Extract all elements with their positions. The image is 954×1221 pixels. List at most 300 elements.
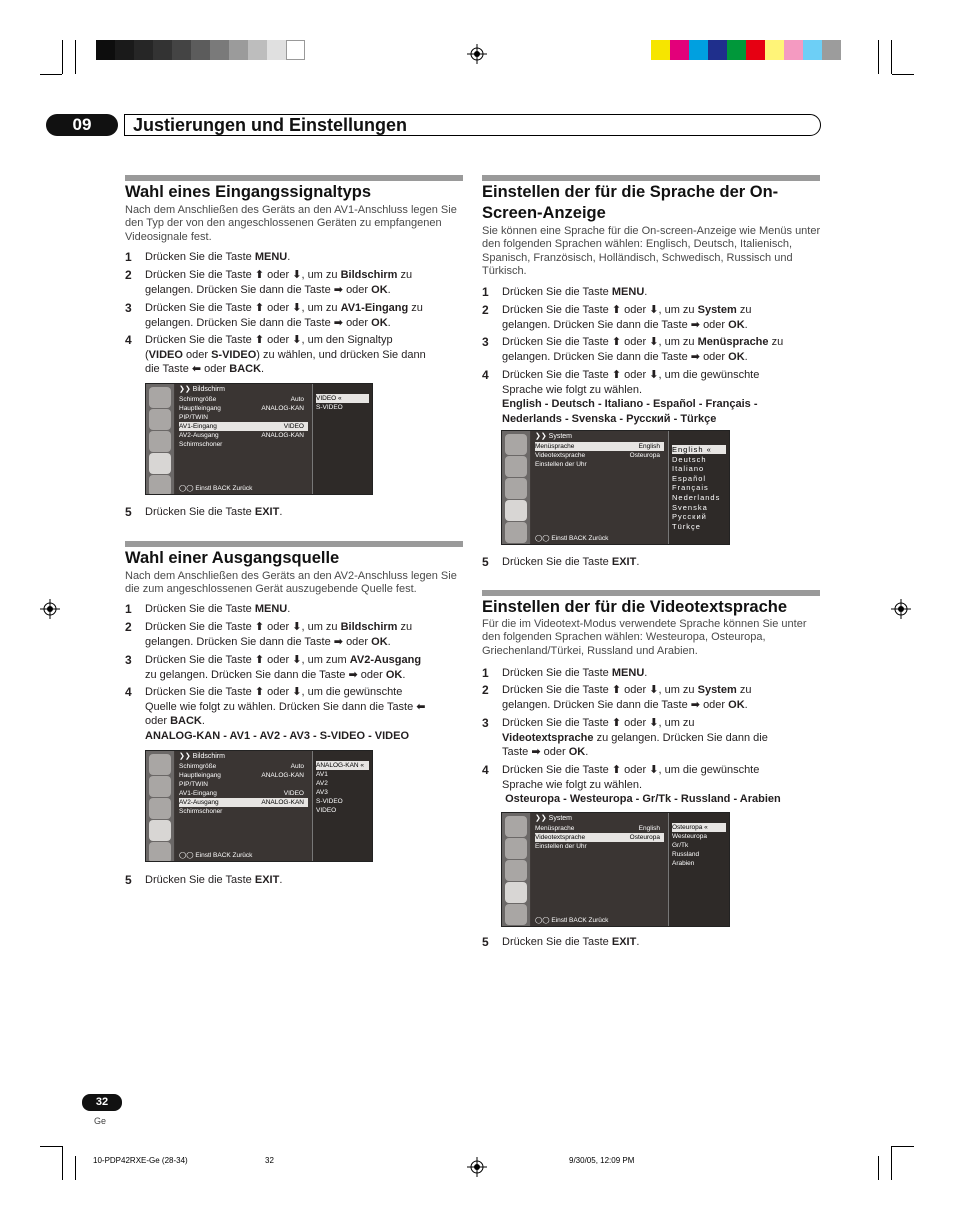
arrow-up-icon: ⬆: [254, 302, 265, 314]
step-text: zu: [739, 684, 752, 696]
osd-menu-row: [179, 807, 308, 816]
step-text: , um zu: [301, 621, 338, 633]
sound-icon: [505, 478, 527, 499]
step-text: Drücken Sie die Taste: [502, 667, 609, 679]
osd-menu-header: ❯❯ Bildschirm: [179, 386, 225, 393]
section-rule: [125, 541, 463, 547]
osd-screenshot-bildschirm: [145, 750, 373, 862]
osd-menu-panel: [531, 813, 668, 926]
osd-option: AV3: [316, 789, 328, 796]
chapter-number-badge: 09: [46, 114, 118, 136]
key-label: OK: [385, 668, 403, 681]
step-text: zu gelangen. Drücken Sie dann die: [596, 731, 768, 744]
arrow-down-icon: ⬇: [649, 336, 659, 348]
osd-menu-panel: [175, 384, 312, 494]
gray-swatch: [96, 40, 115, 60]
section-intro: Nach dem Anschließen des Geräts an den AV2-Anschluss legen Sie die zum angeschlossenen Gerät auszugebende Quelle fest.: [125, 570, 457, 596]
arrow-left-icon: ⬅: [416, 700, 426, 713]
osd-menu-header: ❯❯ System: [535, 433, 573, 440]
step-text: oder: [346, 283, 369, 296]
osd-menu-panel: [175, 751, 312, 861]
arrow-up-icon: ⬆: [611, 684, 622, 696]
osd-row-value: Osteuropa: [629, 834, 660, 841]
osd-menu-row: [179, 404, 308, 413]
crop-mark: [891, 40, 892, 74]
step-text: Drücken Sie die Taste: [502, 369, 609, 381]
osd-menu-row: [179, 780, 308, 789]
step-text: , um zu: [301, 269, 338, 281]
crop-mark: [892, 1146, 914, 1147]
osd-row-value: ANALOG-KAN: [261, 799, 304, 806]
step-number: 3: [482, 335, 489, 349]
step-text: oder: [145, 715, 168, 728]
section-title: Wahl einer Ausgangsquelle: [125, 549, 340, 567]
page-language: Ge: [94, 1116, 107, 1126]
color-swatch: [689, 40, 708, 60]
step-text: gelangen. Drücken Sie dann die Taste: [502, 350, 688, 363]
arrow-down-icon: ⬇: [649, 304, 659, 316]
arrow-down-icon: ⬇: [292, 686, 302, 698]
step-text: oder: [185, 348, 208, 361]
step-number: 2: [125, 620, 132, 634]
osd-menu-header: ❯❯ System: [535, 815, 573, 822]
osd-menu-row: [179, 395, 308, 404]
step-text: , um zum: [301, 654, 347, 666]
step-number: 1: [482, 666, 489, 680]
key-label: OK: [728, 350, 745, 363]
menu-label: AV1-Eingang: [340, 302, 409, 314]
color-swatch: [822, 40, 841, 60]
osd-menu-row: [179, 431, 308, 440]
osd-menu-row: [535, 824, 664, 833]
osd-menu-row: [179, 762, 308, 771]
arrow-down-icon: ⬇: [649, 764, 659, 776]
color-swatch: [784, 40, 803, 60]
arrow-up-icon: ⬆: [254, 654, 265, 666]
step-text: , um zu: [658, 684, 695, 696]
option-list: ANALOG-KAN - AV1 - AV2 - AV3 - S-VIDEO - VIDEO: [145, 729, 410, 742]
registration-mark-icon: [467, 44, 487, 64]
footer-page: 32: [265, 1156, 274, 1165]
key-label: EXIT: [611, 936, 637, 948]
arrow-down-icon: ⬇: [649, 717, 659, 729]
step-number: 4: [482, 763, 489, 777]
osd-icon-column: [146, 751, 174, 861]
osd-option: Arabien: [672, 860, 695, 867]
arrow-up-icon: ⬆: [611, 304, 622, 316]
arrow-right-icon: ➡: [333, 316, 343, 329]
menu-label: Bildschirm: [340, 621, 398, 633]
osd-option: ANALOG-KAN «: [316, 761, 369, 770]
arrow-right-icon: ➡: [333, 635, 343, 648]
step-text: Drücken Sie die Taste: [145, 686, 252, 698]
chapter-title: Justierungen und Einstellungen: [133, 115, 408, 135]
option-list: Nederlands - Svenska - Русский - Türkçe: [502, 412, 717, 425]
step-text: zu: [400, 621, 413, 633]
key-label: OK: [728, 318, 745, 331]
crop-mark: [878, 40, 879, 74]
step-text: oder: [624, 336, 647, 348]
step-text: Drücken Sie die Taste: [502, 304, 609, 316]
step-text: , um zu: [658, 717, 695, 729]
key-label: BACK: [170, 715, 202, 728]
sound-icon: [149, 431, 171, 452]
arrow-down-icon: ⬇: [649, 369, 659, 381]
crop-mark: [40, 1146, 62, 1147]
option-icon: [505, 904, 527, 925]
arrow-left-icon: ⬅: [191, 363, 202, 376]
color-swatch: [727, 40, 746, 60]
step-number: 2: [482, 683, 489, 697]
menu-label: Menüsprache: [697, 336, 769, 348]
step-text: .: [287, 251, 291, 263]
step-text: Drücken Sie die Taste: [502, 764, 609, 776]
osd-row-label: AV1-Eingang: [179, 790, 217, 797]
picture-icon: [149, 776, 171, 797]
step-number: 2: [125, 268, 132, 282]
osd-row-label: Schirmschoner: [179, 808, 223, 815]
gray-swatch: [191, 40, 210, 60]
osd-option: S-VIDEO: [316, 798, 343, 805]
registration-mark-icon: [467, 1157, 487, 1177]
section-title: [482, 182, 822, 224]
osd-row-label: Menüsprache: [535, 443, 575, 450]
step-text: Quelle wie folgt zu wählen. Drücken Sie dann die Taste: [145, 700, 414, 713]
osd-option: Osteuropa «: [672, 823, 726, 832]
step-number: 4: [125, 333, 132, 347]
osd-menu-row: [535, 842, 664, 851]
step-text: zu: [739, 304, 752, 316]
osd-row-label: Videotextsprache: [535, 834, 586, 841]
gray-swatch: [172, 40, 191, 60]
step-text: die Taste: [145, 363, 189, 376]
crop-mark: [878, 1156, 879, 1180]
step-text: Drücken Sie die Taste: [502, 936, 609, 948]
arrow-up-icon: ⬆: [254, 621, 265, 633]
section-title-line: Einstellen der für die Sprache der On-: [482, 183, 779, 201]
setup-icon: [149, 754, 171, 775]
key-label: MENU: [611, 286, 645, 298]
osd-option: Türkçe: [672, 521, 701, 531]
step-text: oder: [624, 717, 647, 729]
section-title: Einstellen der für die Videotextsprache: [482, 598, 788, 616]
color-swatch: [746, 40, 765, 60]
osd-footer: ◯◯ Einstl BACK Zurück: [179, 485, 253, 492]
osd-row-value: VIDEO: [283, 790, 304, 797]
step-text: oder: [267, 334, 290, 346]
step-text: Drücken Sie die Taste: [145, 506, 255, 518]
menu-label: Bildschirm: [340, 269, 398, 281]
gray-swatch: [210, 40, 229, 60]
color-swatch: [765, 40, 784, 60]
step-text: , um zu: [301, 302, 338, 314]
osd-row-label: Videotextsprache: [535, 452, 586, 459]
footer-date: 9/30/05, 12:09 PM: [569, 1156, 635, 1165]
crop-mark: [75, 1156, 76, 1180]
step-text: , um die gewünschte: [658, 369, 760, 381]
section-intro: Für die im Videotext-Modus verwendete Sprache können Sie unter den folgenden Sprachen wählen: Westeuropa, Osteuropa, Griechenland/Türkei, Russland und Arabien.: [482, 618, 807, 657]
osd-option: Westeuropa: [672, 833, 707, 840]
step-text: Drücken Sie die Taste: [502, 336, 609, 348]
step-number: 5: [482, 555, 489, 569]
color-swatch: [708, 40, 727, 60]
step-text: Drücken Sie die Taste: [145, 603, 255, 615]
osd-row-value: Auto: [290, 396, 304, 403]
screen-icon: [149, 820, 171, 841]
registration-mark-icon: [40, 599, 60, 619]
step-text: , um den Signaltyp: [301, 334, 393, 346]
step-text: oder: [703, 318, 726, 331]
step-number: 5: [125, 505, 132, 519]
registration-mark-icon: [891, 599, 911, 619]
step-text: , um die gewünschte: [658, 764, 760, 776]
section-intro: Nach dem Anschließen des Geräts an den AV1-Anschluss legen Sie den Typ der von den angeschlossenen Geräten zu empfangenen Videosignale fest.: [125, 204, 457, 243]
step-text: Drücken Sie die Taste: [145, 269, 255, 281]
step-text: gelangen. Drücken Sie dann die Taste: [145, 283, 331, 296]
step-text: oder: [624, 764, 647, 776]
arrow-down-icon: ⬇: [649, 684, 659, 696]
option-list: English - Deutsch - Italiano - Español - Français -: [502, 398, 758, 411]
osd-row-value: Osteuropa: [629, 452, 660, 459]
gray-swatch: [115, 40, 134, 60]
option-label: VIDEO: [148, 348, 183, 361]
osd-screenshot-system: [501, 430, 730, 545]
picture-icon: [505, 838, 527, 859]
section-rule: [125, 175, 463, 181]
key-label: OK: [728, 698, 745, 711]
key-label: OK: [371, 316, 388, 329]
key-label: OK: [371, 635, 388, 648]
osd-row-label: Einstellen der Uhr: [535, 461, 587, 468]
osd-menu-panel: [531, 431, 668, 544]
osd-menu-row: [535, 451, 664, 460]
osd-option: English «: [672, 445, 726, 454]
osd-icon-column: [146, 384, 174, 494]
osd-menu-row: [179, 422, 308, 431]
setup-icon: [505, 816, 527, 837]
step-number: 5: [482, 935, 489, 949]
step-text: ) zu wählen, und drücken Sie dann: [256, 348, 426, 361]
menu-label: System: [697, 304, 737, 316]
crop-mark: [891, 1146, 892, 1180]
step-number: 3: [125, 653, 132, 667]
osd-option: Deutsch: [672, 454, 707, 464]
step-number: 1: [482, 285, 489, 299]
step-text: Sprache wie folgt zu wählen.: [502, 383, 643, 396]
osd-option: VIDEO: [316, 807, 337, 814]
page-number: 32: [95, 1096, 109, 1108]
step-text: Drücken Sie die Taste: [502, 684, 609, 696]
color-swatch: [670, 40, 689, 60]
osd-footer: ◯◯ Einstl BACK Zurück: [535, 535, 609, 542]
arrow-right-icon: ➡: [348, 668, 358, 681]
option-icon: [149, 842, 171, 862]
arrow-down-icon: ⬇: [292, 334, 302, 346]
osd-option: S-VIDEO: [316, 404, 343, 411]
key-label: MENU: [254, 603, 288, 615]
step-text: Taste: [502, 746, 529, 759]
crop-mark: [62, 40, 63, 74]
osd-menu-row: [179, 440, 308, 449]
step-text: oder: [624, 684, 647, 696]
step-text: Drücken Sie die Taste: [502, 286, 609, 298]
setup-icon: [505, 434, 527, 455]
gray-swatch: [229, 40, 248, 60]
osd-menu-row: [179, 771, 308, 780]
osd-option: VIDEO «: [316, 394, 369, 403]
arrow-up-icon: ⬆: [611, 369, 622, 381]
crop-mark: [892, 74, 914, 75]
osd-menu-row: [179, 413, 308, 422]
color-swatch: [651, 40, 670, 60]
key-label: EXIT: [254, 874, 280, 886]
osd-options-panel: [668, 431, 729, 544]
step-text: oder: [267, 654, 290, 666]
key-label: BACK: [229, 363, 262, 376]
gray-swatch: [267, 40, 286, 60]
osd-menu-row: [179, 789, 308, 798]
osd-option: Nederlands: [672, 493, 721, 502]
osd-row-value: English: [638, 443, 660, 450]
step-text: zu gelangen. Drücken Sie dann die Taste: [145, 668, 346, 681]
step-text: oder: [267, 302, 290, 314]
osd-row-label: Einstellen der Uhr: [535, 843, 587, 850]
osd-row-label: AV1-Eingang: [179, 423, 217, 430]
gray-swatch: [248, 40, 267, 60]
section-title: Wahl eines Eingangssignaltyps: [125, 183, 372, 201]
step-text: oder: [346, 316, 369, 329]
arrow-right-icon: ➡: [690, 350, 700, 363]
step-text: , um zu: [658, 336, 695, 348]
arrow-up-icon: ⬆: [611, 336, 622, 348]
step-text: oder: [624, 369, 647, 381]
step-text: zu: [771, 336, 784, 348]
arrow-up-icon: ⬆: [254, 334, 265, 346]
osd-options-panel: [312, 384, 372, 494]
osd-option: AV2: [316, 780, 328, 787]
option-icon: [149, 475, 171, 495]
step-text: oder: [267, 269, 290, 281]
option-label: S-VIDEO: [211, 348, 257, 361]
osd-row-value: VIDEO: [283, 423, 304, 430]
step-text: .: [279, 506, 283, 518]
osd-footer: ◯◯ Einstl BACK Zurück: [179, 852, 253, 859]
step-number: 5: [125, 873, 132, 887]
footer-file: 10-PDP42RXE-Ge (28-34): [93, 1156, 188, 1165]
step-text: gelangen. Drücken Sie dann die Taste: [502, 318, 688, 331]
step-text: , um zu: [658, 304, 695, 316]
arrow-right-icon: ➡: [333, 283, 343, 296]
arrow-up-icon: ⬆: [611, 717, 622, 729]
osd-row-label: AV2-Ausgang: [179, 799, 219, 806]
step-text: , um die gewünschte: [301, 686, 403, 698]
step-text: zu: [411, 302, 423, 314]
step-text: oder: [360, 668, 383, 681]
osd-option: Français: [672, 483, 709, 493]
menu-label: System: [697, 684, 737, 696]
crop-mark: [40, 74, 62, 75]
step-number: 1: [125, 250, 132, 264]
step-text: oder: [703, 698, 726, 711]
step-text: Drücken Sie die Taste: [145, 334, 252, 346]
step-text: oder: [703, 350, 726, 363]
step-text: Drücken Sie die Taste: [502, 556, 609, 568]
osd-option: Italiano: [672, 464, 705, 474]
key-label: EXIT: [254, 506, 280, 518]
section-rule: [482, 175, 820, 181]
osd-menu-row: [535, 460, 664, 469]
step-number: 2: [482, 303, 489, 317]
menu-label: Videotextsprache: [502, 731, 594, 744]
step-number: 1: [125, 602, 132, 616]
osd-row-label: AV2-Ausgang: [179, 432, 219, 439]
osd-screenshot-system: [501, 812, 730, 927]
osd-option: Gr/Tk: [672, 842, 689, 849]
step-text: oder: [267, 686, 290, 698]
step-text: Drücken Sie die Taste: [145, 654, 252, 666]
step-text: Sprache wie folgt zu wählen.: [502, 778, 643, 791]
option-icon: [505, 522, 527, 543]
gray-swatch: [286, 40, 305, 60]
crop-mark: [75, 40, 76, 74]
arrow-up-icon: ⬆: [254, 686, 265, 698]
step-text: gelangen. Drücken Sie dann die Taste: [145, 316, 331, 329]
osd-option: Russland: [672, 851, 700, 858]
key-label: EXIT: [611, 556, 637, 568]
osd-row-label: PIP/TWIN: [179, 414, 208, 421]
gray-swatch: [153, 40, 172, 60]
osd-menu-row: [179, 798, 308, 807]
setup-icon: [149, 387, 171, 408]
osd-options-panel: [668, 813, 729, 926]
osd-option: Svenska: [672, 502, 708, 512]
section-rule: [482, 590, 820, 596]
osd-row-label: PIP/TWIN: [179, 781, 208, 788]
arrow-down-icon: ⬇: [292, 302, 302, 314]
step-number: 4: [482, 368, 489, 382]
color-swatch: [803, 40, 822, 60]
sound-icon: [149, 798, 171, 819]
arrow-down-icon: ⬇: [292, 654, 302, 666]
osd-row-value: ANALOG-KAN: [261, 432, 304, 439]
osd-row-value: English: [638, 825, 660, 832]
osd-row-label: Hauptleingang: [179, 405, 221, 412]
osd-menu-row: [535, 442, 664, 451]
osd-footer: ◯◯ Einstl BACK Zurück: [535, 917, 609, 924]
osd-options-panel: [312, 751, 372, 861]
step-text: oder: [204, 363, 227, 376]
step-text: Drücken Sie die Taste: [145, 251, 255, 263]
gray-swatch: [134, 40, 153, 60]
key-label: OK: [568, 746, 586, 759]
osd-option: Español: [672, 473, 707, 483]
osd-row-value: ANALOG-KAN: [261, 772, 304, 779]
osd-row-label: Menüsprache: [535, 825, 575, 832]
screen-icon: [505, 882, 527, 903]
osd-menu-header: ❯❯ Bildschirm: [179, 753, 225, 760]
osd-row-label: Hauptleingang: [179, 772, 221, 779]
step-text: oder: [624, 304, 647, 316]
step-text: zu: [400, 269, 413, 281]
step-text: Drücken Sie die Taste: [145, 621, 252, 633]
crop-mark: [62, 1146, 63, 1180]
step-text: oder: [346, 635, 369, 648]
step-text: oder: [543, 746, 566, 759]
arrow-down-icon: ⬇: [292, 269, 302, 281]
osd-icon-column: [502, 813, 530, 926]
sound-icon: [505, 860, 527, 881]
step-number: 3: [482, 716, 489, 730]
